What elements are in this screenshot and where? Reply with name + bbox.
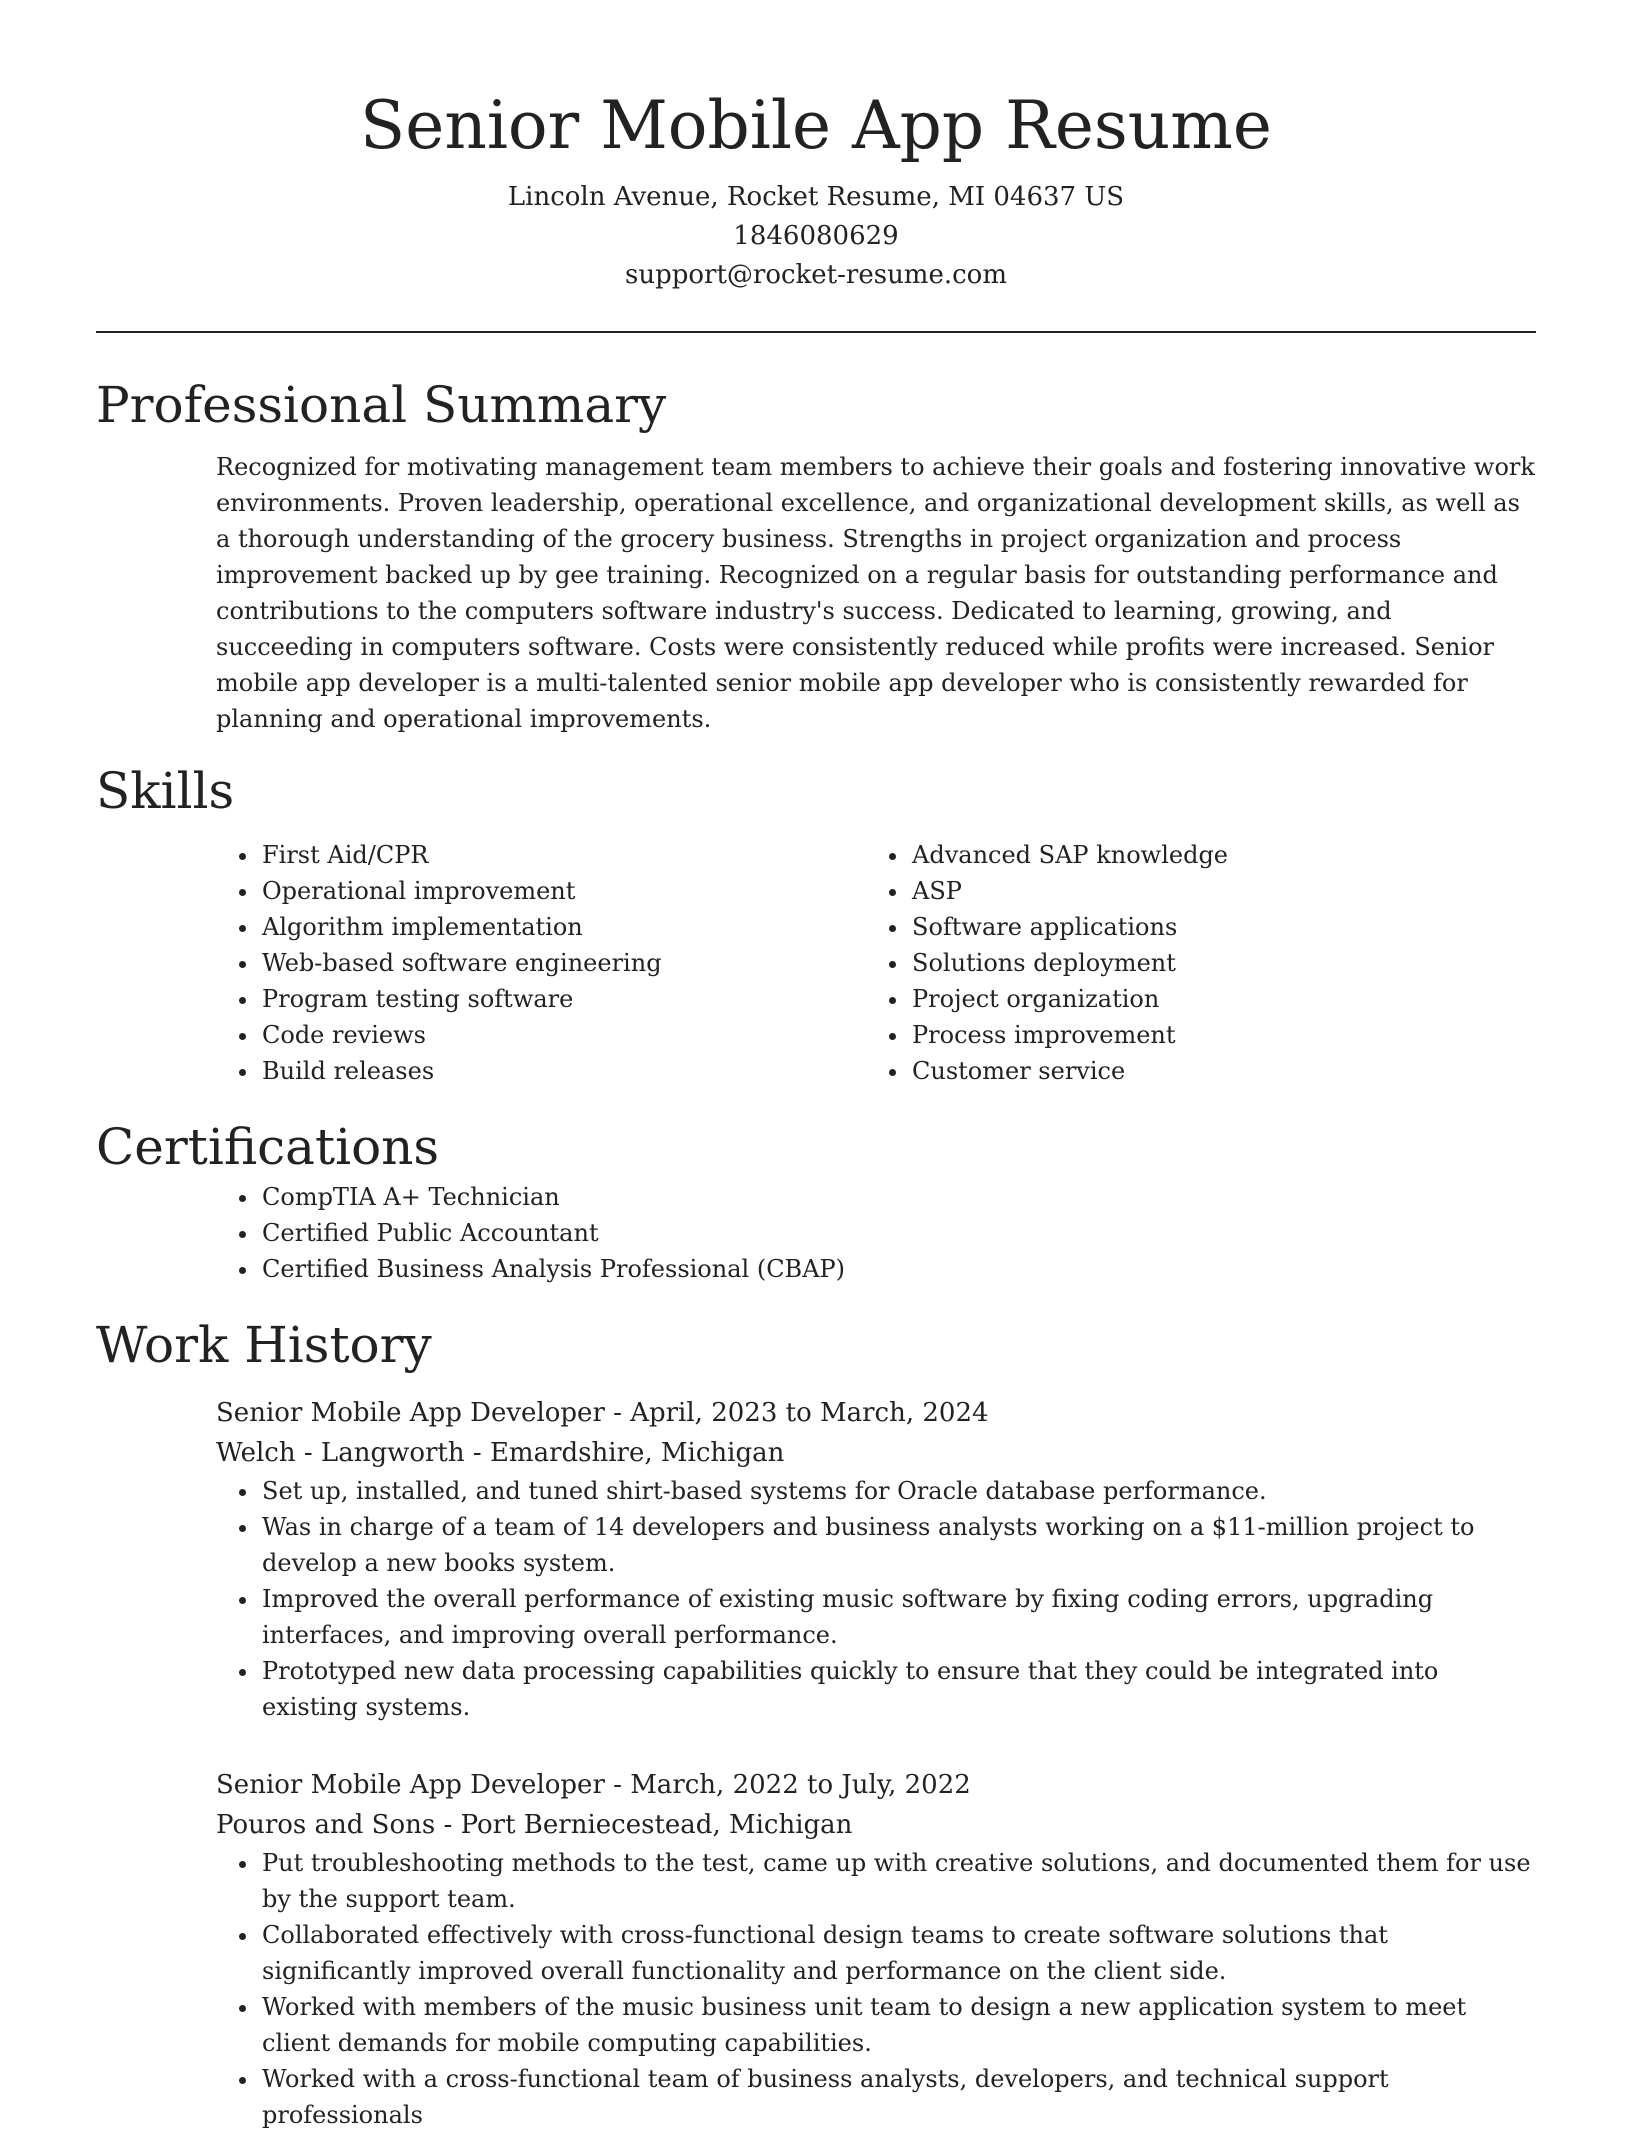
job-dates: - March, 2022 to July, 2022: [604, 1770, 971, 1800]
skill-item: • Build releases: [260, 1053, 910, 1089]
contact-email: support@rocket-resume.com: [624, 260, 1007, 290]
contact-address: Lincoln Avenue, Rocket Resume, MI 04637 US: [507, 182, 1125, 212]
job-duty-item: • Worked with members of the music business unit team to design a new application system to meet client demands for mobile computing capabilities.: [260, 1989, 1536, 2061]
resume-page: [96, 0, 1536, 2133]
skill-item: • Process improvement: [910, 1017, 1510, 1053]
skills-grid: [96, 837, 1536, 1089]
job-duty-item: • Put troubleshooting methods to the test, came up with creative solutions, and documented them for use by the support team.: [260, 1845, 1536, 1917]
job-duty-item: • Was in charge of a team of 14 developers and business analysts working on a $11-million project to develop a new books system.: [260, 1509, 1536, 1581]
work-history-heading: Work History: [96, 1316, 432, 1374]
job-company: Pouros and Sons: [216, 1810, 436, 1840]
job-role-line: [216, 1393, 1536, 1433]
skill-item: • Advanced SAP knowledge: [910, 837, 1510, 873]
job-duty-item: • Prototyped new data processing capabilities quickly to ensure that they could be integrated into existing systems.: [260, 1653, 1536, 1725]
skill-item: • Operational improvement: [260, 873, 910, 909]
certification-item: • CompTIA A+ Technician: [260, 1179, 1536, 1215]
job-duties-list: [216, 1473, 1536, 1725]
summary-heading: Professional Summary: [96, 376, 667, 434]
job-location: - Port Berniecestead, Michigan: [435, 1810, 853, 1840]
skill-item: • Code reviews: [260, 1017, 910, 1053]
skill-item: • Program testing software: [260, 981, 910, 1017]
job-dates: - April, 2023 to March, 2024: [604, 1398, 989, 1428]
skill-item: • Software applications: [910, 909, 1510, 945]
job-company-line: [216, 1433, 1536, 1473]
skills-heading: Skills: [96, 762, 235, 820]
summary-text: Recognized for motivating management team members to achieve their goals and fostering innovative work environments. Proven leadership, operational excellence, and organizational development skills, as well as a thorough understanding of the grocery business. Strengths in project organization and process improvement backed up by gee training. Recognized on a regular basis for outstanding performance and contributions to the computers software industry's success. Dedicated to learning, growing, and succeeding in computers software. Costs were consistently reduced while profits were increased. Senior mobile app developer is a multi-talented senior mobile app developer who is consistently rewarded for planning and operational improvements.: [216, 453, 1535, 733]
skill-item: • Algorithm implementation: [260, 909, 910, 945]
skill-item: • Web-based software engineering: [260, 945, 910, 981]
job-duty-item: • Collaborated effectively with cross-functional design teams to create software solutions that significantly improved overall functionality and performance on the client side.: [260, 1917, 1536, 1989]
certification-item: • Certified Public Accountant: [260, 1215, 1536, 1251]
contact-block: [96, 178, 1536, 295]
certifications-list: [96, 1179, 1536, 1287]
skill-item: • Project organization: [910, 981, 1510, 1017]
job-duties-list: [216, 1845, 1536, 2133]
job-role: Senior Mobile App Developer: [216, 1398, 605, 1428]
job-company-line: [216, 1805, 1536, 1845]
job-location: - Emardshire, Michigan: [464, 1438, 785, 1468]
skills-list-left: [96, 837, 910, 1089]
job-duty-item: • Worked with a cross-functional team of business analysts, developers, and technical support professionals: [260, 2061, 1536, 2133]
job-entry: [216, 1765, 1536, 2133]
job-entry: [216, 1393, 1536, 1725]
contact-phone: 1846080629: [733, 221, 899, 251]
skill-item: • Solutions deployment: [910, 945, 1510, 981]
skill-item: • First Aid/CPR: [260, 837, 910, 873]
header-divider: [96, 331, 1536, 333]
resume-header: [96, 0, 1536, 295]
certifications-heading: Certifications: [96, 1118, 440, 1176]
certification-item: • Certified Business Analysis Professional (CBAP): [260, 1251, 1536, 1287]
skill-item: • ASP: [910, 873, 1510, 909]
skill-item: • Customer service: [910, 1053, 1510, 1089]
job-company: Welch - Langworth: [216, 1438, 465, 1468]
resume-title: Senior Mobile App Resume: [360, 87, 1272, 164]
skills-list-right: [910, 837, 1510, 1089]
job-duty-item: • Improved the overall performance of existing music software by fixing coding errors, upgrading interfaces, and improving overall performance.: [260, 1581, 1536, 1653]
job-duty-item: • Set up, installed, and tuned shirt-based systems for Oracle database performance.: [260, 1473, 1536, 1509]
job-role-line: [216, 1765, 1536, 1805]
job-role: Senior Mobile App Developer: [216, 1770, 605, 1800]
